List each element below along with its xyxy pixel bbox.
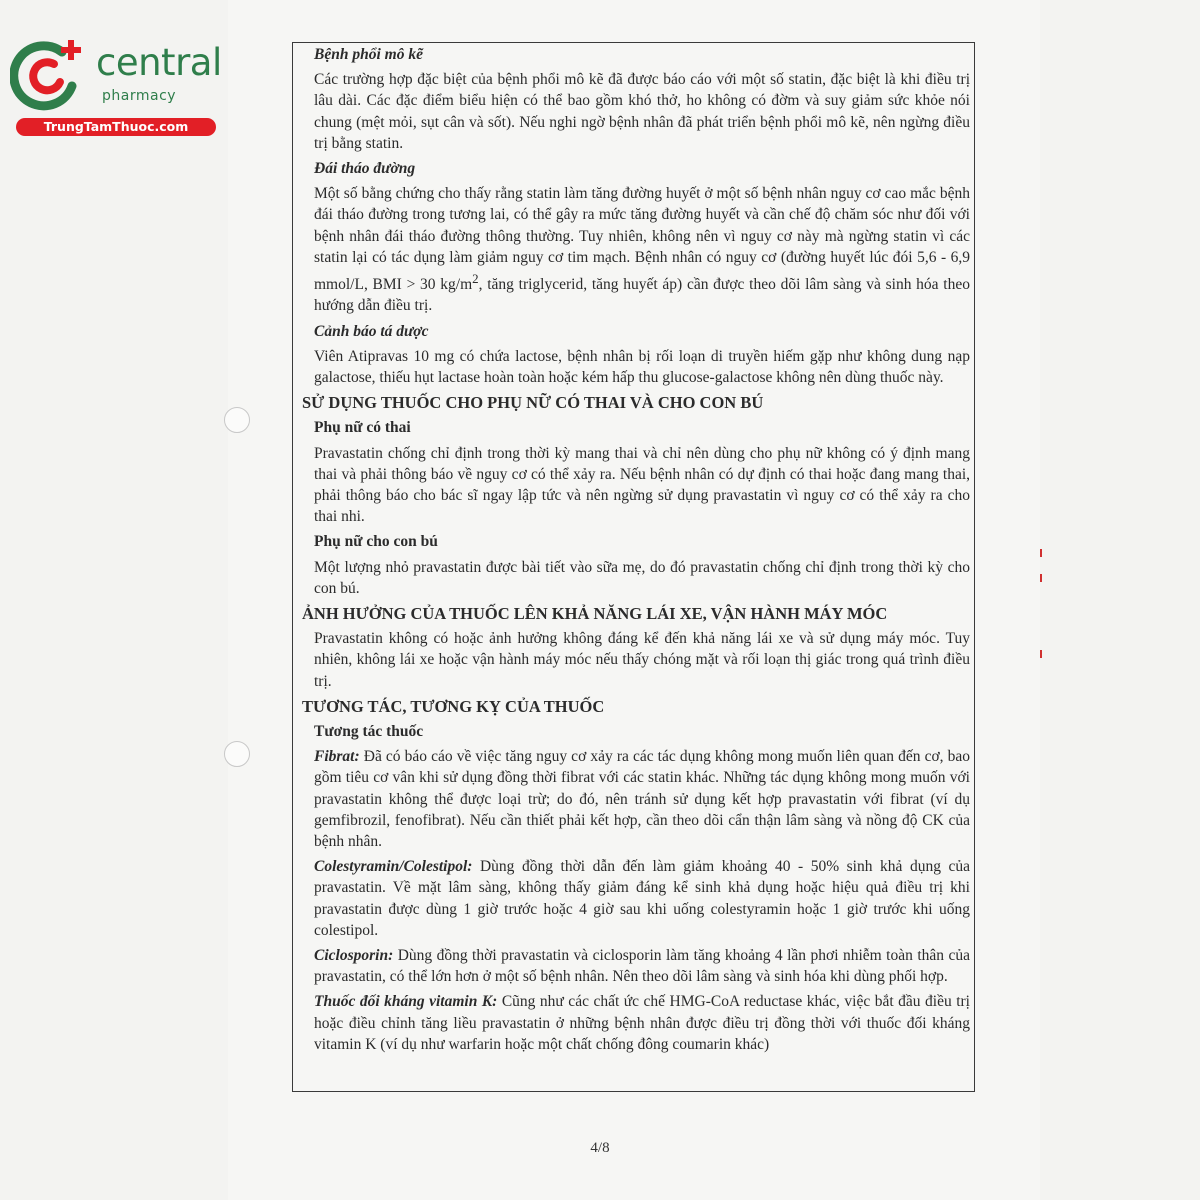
margin-mark xyxy=(1040,574,1042,582)
nursing-heading: Phụ nữ cho con bú xyxy=(314,533,438,551)
diabetes-body-b: , tăng triglycerid, tăng huyết áp) cần được theo dõi lâm sàng và sinh hóa theo hướng dẫn điều trị. xyxy=(314,276,970,315)
vitamin-k-paragraph xyxy=(302,991,970,1055)
ciclosporin-lead: Ciclosporin: xyxy=(314,947,394,965)
central-pharmacy-logo[interactable] xyxy=(10,38,220,138)
vitamin-k-lead: Thuốc đối kháng vitamin K: xyxy=(314,993,498,1011)
driving-body: Pravastatin không có hoặc ảnh hưởng không đáng kể đến khả năng lái xe và sử dụng máy móc. Tuy nhiên, không lái xe hoặc vận hành máy móc nếu thấy chóng mặt và rối loạn thị giác trong quá trình điều trị. xyxy=(314,630,970,690)
colestyramin-paragraph xyxy=(302,856,970,941)
diabetes-body-a: Một số bằng chứng cho thấy rằng statin làm tăng đường huyết ở một số bệnh nhân nguy cơ cao mắc bệnh đái tháo đường trong tương lai, có thể gây ra mức tăng đường huyết và cần chế độ chăm sóc như đối với bệnh nhân đái tháo đường thông thường. Tuy nhiên, không nên vì nguy cơ này mà ngừng statin vì các statin lại có tác dụng làm giảm nguy cơ tim mạch. Bệnh nhân có nguy cơ (đường huyết lúc đói 5,6 - 6,9 mmol/L, BMI > 30 kg/m xyxy=(314,185,970,294)
interstitial-lung-heading: Bệnh phổi mô kẽ xyxy=(314,46,423,63)
logo-sub-text: pharmacy xyxy=(102,88,177,104)
driving-section-heading: ẢNH HƯỞNG CỦA THUỐC LÊN KHẢ NĂNG LÁI XE, VẬN HÀNH MÁY MÓC xyxy=(302,604,888,624)
binder-hole xyxy=(224,407,250,433)
fibrat-paragraph xyxy=(302,746,970,852)
margin-mark xyxy=(1040,650,1042,658)
pregnant-heading: Phụ nữ có thai xyxy=(314,419,411,437)
fibrat-lead: Fibrat: xyxy=(314,748,360,766)
document-content xyxy=(302,44,970,1059)
pregnancy-section-heading: SỬ DỤNG THUỐC CHO PHỤ NỮ CÓ THAI VÀ CHO CON BÚ xyxy=(302,393,764,413)
margin-mark xyxy=(1040,549,1042,557)
pregnant-body: Pravastatin chống chỉ định trong thời kỳ mang thai và chỉ nên dùng cho phụ nữ không có ý định mang thai và phải thông báo về nguy cơ có thể xảy ra. Nếu bệnh nhân có dự định có thai hoặc đang mang thai, phải thông báo cho bác sĩ ngay lập tức và nên ngừng sử dụng pravastatin vì nguy cơ có thể xảy ra cho thai nhi. xyxy=(314,444,970,526)
diabetes-heading: Đái tháo đường xyxy=(314,160,416,178)
ciclosporin-paragraph xyxy=(302,945,970,987)
logo-brand-text: central xyxy=(96,41,222,84)
diabetes-superscript: 2 xyxy=(472,271,479,287)
page-number: 4/8 xyxy=(590,1140,610,1156)
interstitial-lung-body: Các trường hợp đặc biệt của bệnh phổi mô kẽ đã được báo cáo với một số statin, đặc biệt là khi điều trị lâu dài. Các đặc điểm biểu hiện có thể bao gồm khó thở, ho không có đờm và suy giảm sức khỏe nói chung (mệt mỏi, sụt cân và sốt). Nếu nghi ngờ bệnh nhân đã phát triển bệnh phổi mô kẽ, nên ngừng điều trị bằng statin. xyxy=(314,71,970,152)
colestyramin-body: Dùng đồng thời dẫn đến làm giảm khoảng 40 - 50% sinh khả dụng của pravastatin. Về mặt lâm sàng, không thấy giảm đáng kể sinh khả dụng hoặc hiệu quả điều trị khi pravastatin được dùng 1 giờ trước hoặc 4 giờ sau khi uống colestyramin hoặc 1 giờ trước khi uống colestipol. xyxy=(314,858,970,939)
colestyramin-lead: Colestyramin/Colestipol: xyxy=(314,858,473,876)
nursing-body: Một lượng nhỏ pravastatin được bài tiết vào sữa mẹ, do đó pravastatin chống chỉ định trong thời kỳ cho con bú. xyxy=(314,558,970,597)
interactions-section-heading: TƯƠNG TÁC, TƯƠNG KỴ CỦA THUỐC xyxy=(302,696,605,716)
logo-url-badge[interactable]: TrungTamThuoc.com xyxy=(16,118,216,136)
pharmacy-cross-icon xyxy=(10,38,90,112)
excipient-body: Viên Atipravas 10 mg có chứa lactose, bệnh nhân bị rối loạn di truyền hiếm gặp như không dung nạp galactose, thiếu hụt lactase hoàn toàn hoặc kém hấp thu glucose-galactose không nên dùng thuốc này. xyxy=(314,347,970,386)
binder-hole xyxy=(224,741,250,767)
ciclosporin-body: Dùng đồng thời pravastatin và ciclosporin làm tăng khoảng 4 lần phơi nhiễm toàn thân của pravastatin, có thể lớn hơn ở một số bệnh nhân. Nên theo dõi lâm sàng và sinh hóa khi dùng phối hợp. xyxy=(314,947,970,986)
drug-interactions-heading: Tương tác thuốc xyxy=(314,723,424,741)
fibrat-body: Đã có báo cáo về việc tăng nguy cơ xảy ra các tác dụng không mong muốn liên quan đến cơ, bao gồm tiêu cơ vân khi sử dụng đồng thời fibrat với các statin khác. Những tác dụng không mong muốn với pravastatin không thể được loại trừ; do đó, nên tránh sử dụng kết hợp pravastatin với fibrat (ví dụ gemfibrozil, fenofibrat). Nếu cần thiết phải kết hợp, cần theo dõi cẩn thận lâm sàng và nồng độ CK của bệnh nhân. xyxy=(314,748,970,851)
vitamin-k-body: Cũng như các chất ức chế HMG-CoA reductase khác, việc bắt đầu điều trị hoặc điều chỉnh tăng liều pravastatin ở những bệnh nhân được điều trị đồng thời với thuốc đối kháng vitamin K (ví dụ như warfarin hoặc một chất chống đông coumarin khác) xyxy=(314,993,970,1053)
excipient-heading: Cảnh báo tá dược xyxy=(314,322,429,340)
diabetes-body xyxy=(302,183,970,316)
